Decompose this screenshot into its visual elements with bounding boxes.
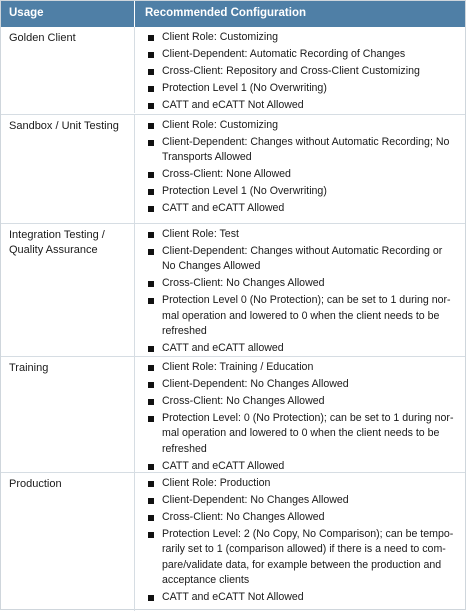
usage-cell: Sandbox / Unit Testing bbox=[1, 115, 135, 223]
list-item: Cross-Client: No Changes Allowed bbox=[145, 510, 457, 526]
usage-cell: Training bbox=[1, 357, 135, 472]
list-item: CATT and eCATT Allowed bbox=[145, 459, 457, 475]
header-recommended-configuration: Recommended Configuration bbox=[145, 7, 307, 19]
list-item: Cross-Client: No Changes Allowed bbox=[145, 394, 457, 410]
table-row-training bbox=[1, 356, 465, 472]
list-item: Protection Level: 0 (No Protection); can be set to 1 during nor-mal operation and lowered to 0 when the client needs to be refreshed bbox=[145, 411, 457, 458]
config-cell bbox=[135, 473, 465, 611]
config-list bbox=[145, 30, 457, 113]
config-list bbox=[145, 476, 457, 606]
config-list bbox=[145, 118, 457, 217]
table-row-golden-client bbox=[1, 27, 465, 113]
list-item: Client Role: Test bbox=[145, 227, 457, 243]
list-item: Client Role: Training / Education bbox=[145, 360, 457, 376]
table-row-integration-testing bbox=[1, 223, 465, 356]
list-item: Protection Level: 2 (No Copy, No Comparison); can be tempo-rarily set to 1 (comparison allowed) if there is a need to com-pare/validate data, for example between the production and acceptance clients bbox=[145, 527, 457, 589]
list-item: CATT and eCATT allowed bbox=[145, 341, 457, 357]
list-item: CATT and eCATT Not Allowed bbox=[145, 590, 457, 606]
list-item: Client Role: Customizing bbox=[145, 118, 457, 134]
config-list bbox=[145, 360, 457, 474]
usage-cell: Integration Testing / Quality Assurance bbox=[1, 224, 135, 356]
config-cell bbox=[135, 27, 465, 113]
usage-cell: Production bbox=[1, 473, 135, 611]
list-item: Protection Level 1 (No Overwriting) bbox=[145, 81, 457, 97]
list-item: CATT and eCATT Allowed bbox=[145, 201, 457, 217]
list-item: Client-Dependent: No Changes Allowed bbox=[145, 493, 457, 509]
list-item: Cross-Client: No Changes Allowed bbox=[145, 276, 457, 292]
header-usage: Usage bbox=[1, 1, 135, 27]
table-row-production bbox=[1, 472, 465, 611]
table-row-sandbox bbox=[1, 114, 465, 223]
list-item: Client-Dependent: Changes without Automatic Recording; No Transports Allowed bbox=[145, 135, 457, 166]
usage-cell: Golden Client bbox=[1, 27, 135, 113]
list-item: Client-Dependent: Changes without Automatic Recording or No Changes Allowed bbox=[145, 244, 457, 275]
config-cell bbox=[135, 115, 465, 223]
list-item: Client Role: Production bbox=[145, 476, 457, 492]
config-list bbox=[145, 227, 457, 357]
list-item: Cross-Client: Repository and Cross-Client Customizing bbox=[145, 64, 457, 80]
config-cell bbox=[135, 224, 465, 356]
list-item: Client Role: Customizing bbox=[145, 30, 457, 46]
list-item: Client-Dependent: No Changes Allowed bbox=[145, 377, 457, 393]
list-item: Client-Dependent: Automatic Recording of Changes bbox=[145, 47, 457, 63]
list-item: Protection Level 0 (No Protection); can be set to 1 during nor-mal operation and lowered to 0 when the client needs to be refreshed bbox=[145, 293, 457, 340]
list-item: Cross-Client: None Allowed bbox=[145, 167, 457, 183]
table-header bbox=[1, 1, 465, 27]
config-cell bbox=[135, 357, 465, 472]
list-item: Protection Level 1 (No Overwriting) bbox=[145, 184, 457, 200]
list-item: CATT and eCATT Not Allowed bbox=[145, 98, 457, 114]
